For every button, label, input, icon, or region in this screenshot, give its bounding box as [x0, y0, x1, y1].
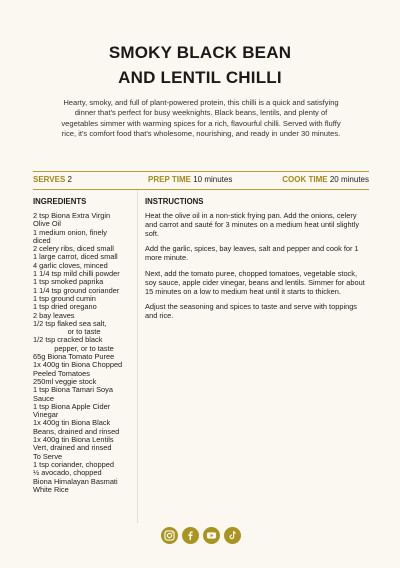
- ingredient-line: 2 celery ribs, diced small: [33, 244, 114, 254]
- ingredient-line: ½ avocado, chopped: [33, 468, 102, 478]
- ingredient-line: 1 tsp Biona Apple Cider: [33, 401, 111, 411]
- ingredient-line: 4 garlic cloves, minced: [33, 260, 108, 270]
- column-divider: [137, 190, 138, 523]
- ingredients-list: [33, 212, 135, 494]
- facebook-icon[interactable]: [182, 527, 199, 544]
- cook-time: [282, 173, 369, 187]
- ingredient-line: 1 1/4 tsp ground coriander: [33, 285, 120, 295]
- tiktok-icon[interactable]: [224, 527, 241, 544]
- cook-time-value: 20 minutes: [329, 175, 369, 184]
- serves: [33, 173, 72, 187]
- prep-time-label: PREP TIME: [148, 175, 191, 184]
- instruction-step: Add the garlic, spices, bay leaves, salt and pepper and cook for 1 more minute.: [145, 244, 359, 263]
- recipe-title: [0, 40, 400, 90]
- meta-top-rule: [33, 171, 369, 172]
- ingredient-line: 1x 400g tin Biona Chopped: [33, 360, 123, 370]
- instructions-heading: INSTRUCTIONS: [145, 197, 204, 206]
- ingredient-line: diced: [33, 235, 51, 245]
- youtube-icon[interactable]: [203, 527, 220, 544]
- ingredient-line: pepper, or to taste: [54, 343, 114, 353]
- ingredients-heading: INGREDIENTS: [33, 197, 87, 206]
- title-line-1: SMOKY BLACK BEAN: [108, 43, 292, 62]
- cook-time-label: COOK TIME: [282, 175, 328, 184]
- ingredient-line: 2 bay leaves: [33, 310, 75, 320]
- ingredient-line: To Serve: [33, 451, 63, 461]
- serves-value: 2: [67, 175, 72, 184]
- ingredient-line: or to taste: [67, 327, 101, 337]
- ingredient-line: White Rice: [33, 484, 69, 494]
- social-links: [161, 527, 243, 545]
- prep-time-value: 10 minutes: [193, 175, 233, 184]
- ingredient-line: 1 tsp Biona Tamari Soya: [33, 385, 113, 395]
- ingredient-line: Vinegar: [33, 410, 59, 420]
- ingredient-line: 1 tsp ground cumin: [33, 293, 96, 303]
- ingredient-line: Vert, drained and rinsed: [33, 443, 112, 453]
- instruction-step: Heat the olive oil in a non-stick frying pan. Add the onions, celery and carrot and sauté for 3 minutes on a medium heat until slightly soft.: [145, 211, 360, 238]
- ingredient-line: Beans, drained and rinsed: [33, 426, 120, 436]
- ingredient-line: 1x 400g tin Biona Black: [33, 418, 111, 428]
- ingredient-line: 1 tsp dried oregano: [33, 302, 97, 312]
- ingredient-line: 1 large carrot, diced small: [33, 252, 118, 262]
- ingredient-line: Olive Oil: [33, 219, 61, 229]
- ingredient-line: Biona Himalayan Basmati: [33, 476, 118, 486]
- ingredient-line: Peeled Tomatoes: [33, 368, 90, 378]
- ingredient-line: 1 1/4 tsp mild chilli powder: [33, 269, 120, 279]
- ingredient-line: 1 medium onion, finely: [33, 227, 107, 237]
- ingredient-line: 2 tsp Biona Extra Virgin: [33, 211, 111, 220]
- instagram-icon[interactable]: [161, 527, 178, 544]
- ingredient-line: 65g Biona Tomato Puree: [33, 352, 115, 362]
- prep-time: [148, 173, 232, 187]
- ingredient-line: 250ml veggie stock: [33, 376, 97, 386]
- ingredient-line: 1/2 tsp flaked sea salt,: [33, 318, 107, 328]
- ingredient-line: 1x 400g tin Biona Lentils: [33, 435, 114, 445]
- recipe-meta: [33, 173, 369, 187]
- recipe-intro: Hearty, smoky, and full of plant-powered protein, this chilli is a quick and satisfying dinner that's perfect for busy weeknights. Black beans, lentils, and plenty of vegetables simmer with warming spices for a rich, flavourful chilli. Served with fluffy rice, it's comfort food that's wholesome, nourishing, and ready in under 30 minutes.: [61, 98, 341, 138]
- title-line-2: AND LENTIL CHILLI: [118, 68, 282, 87]
- instructions-list: [145, 212, 367, 328]
- meta-bottom-rule: [33, 189, 369, 190]
- serves-label: SERVES: [33, 175, 66, 184]
- ingredient-line: Sauce: [33, 393, 54, 403]
- ingredient-line: 1 tsp coriander, chopped: [33, 459, 114, 469]
- instruction-step: Adjust the seasoning and spices to taste and serve with toppings and rice.: [145, 302, 357, 321]
- instruction-step: Next, add the tomato puree, chopped tomatoes, vegetable stock, soy sauce, apple cider vinegar, beans and lentils. Simmer for about 15 minutes on a low to medium heat until it starts to thicken.: [145, 268, 365, 296]
- ingredient-line: 1 tsp smoked paprika: [33, 277, 104, 287]
- ingredient-line: 1/2 tsp cracked black: [33, 335, 103, 345]
